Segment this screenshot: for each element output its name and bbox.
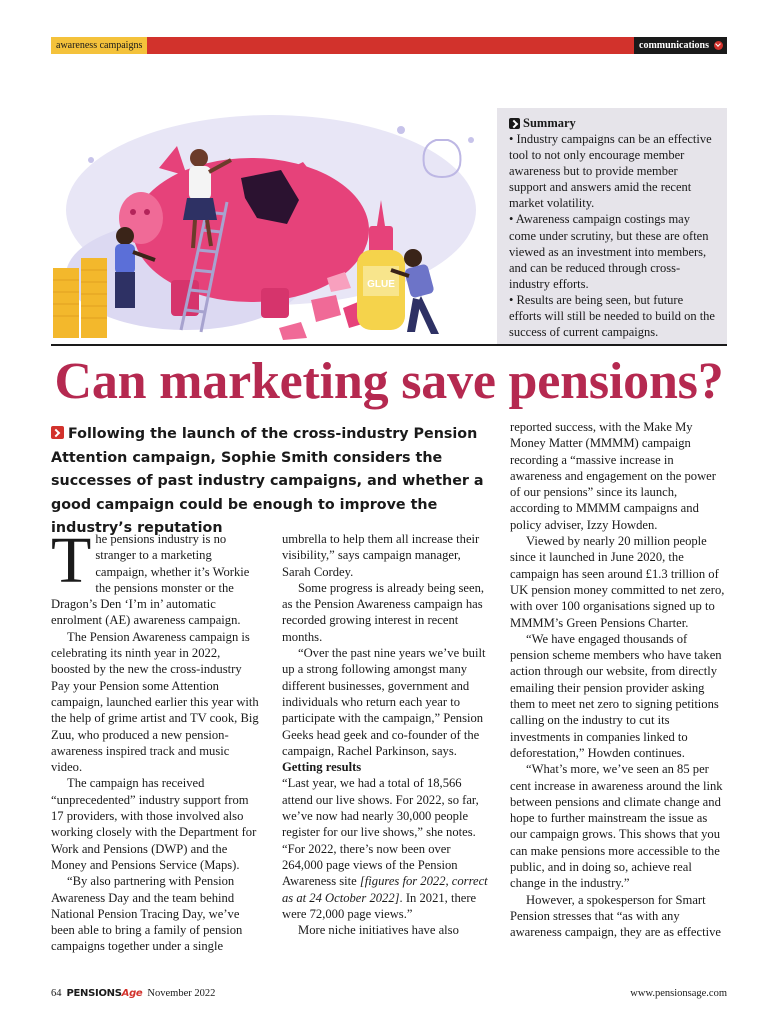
body-column-2 (282, 531, 492, 938)
article-headline: Can marketing save pensions? (54, 353, 724, 410)
arrow-right-icon (509, 118, 520, 129)
summary-box (497, 108, 727, 344)
page-footer (51, 988, 727, 1004)
standfirst-text: Following the launch of the cross-industry Pension Attention campaign, Sophie Smith considers the successes of past industry campaigns, and whether a good campaign could be enough to improve the industry’s reputation (51, 426, 484, 536)
footer-left (51, 988, 215, 999)
section-bar (51, 37, 727, 54)
paragraph: “By also partnering with Pension Awareness Day and the team behind National Pension Tracing Day, we’ve been able to bring a family of pension campaigns together under a single (51, 874, 243, 954)
paragraph: “Over the past nine years we’ve built up a strong following amongst many different businesses, government and individuals who return each year to participate with the campaign,” Pension Geeks head geek and co-founder of the campaign, Rachel Parkinson, says. (282, 646, 486, 758)
piggy-bank-illustration (51, 100, 507, 344)
paragraph: The pensions industry is no stranger to a marketing campaign, whether it’s Workie the pensions monster or the Dragon’s Den ‘I’m in’ automatic enrolment (AE) awareness campaign. (51, 524, 250, 628)
subheading: Getting results (282, 760, 362, 775)
body-column-1 (51, 524, 259, 955)
paragraph: umbrella to help them all increase their visibility,” says campaign manager, Sarah Cordey. (282, 532, 480, 579)
paragraph: Some progress is already being seen, as the Pension Awareness campaign has recorded growing interest in recent months. (282, 580, 485, 644)
paragraph: However, a spokesperson for Smart Pension stresses that “as with any awareness campaign, they are as effective (510, 892, 721, 940)
glue-label: GLUE (367, 279, 395, 290)
section-tag: awareness campaigns (51, 37, 147, 54)
paragraph: Viewed by nearly 20 million people since it launched in June 2020, the campaign has seen around £1.3 trillion of UK pension money committed to net zero, with over 100 organisations signed up to MMMM’s Green Pensions Charter. (510, 534, 725, 630)
paragraph: reported success, with the Make My Money Matter (MMMM) campaign recording a “massive increase in awareness and engagement on the power of our pensions” since its launch, according to MMMM campaigns and policy adviser, Izzy Howden. (510, 420, 716, 532)
paragraph: More niche initiatives have also (298, 923, 459, 938)
summary-title: Summary (523, 116, 576, 130)
divider (51, 344, 727, 346)
issue-date: November 2022 (147, 988, 216, 999)
standfirst (51, 423, 494, 541)
paragraph: “Last year, we had a total of 18,566 attend our live shows. For 2022, so far, we’ve now had nearly 30,000 people register for our live shows,” she notes. “For 2022, there’s now been over 264,000 page views of the Pension Awareness site [figures for 2022, correct as at 24 October 2022]. In 2021, there were 72,000 page views.” (282, 776, 488, 921)
summary-point: • Results are being seen, but future efforts will still be needed to build on the success of current campaigns. (509, 292, 715, 340)
summary-point: • Awareness campaign costings may come under scrutiny, but these are often viewed as an investment into members, and can be reduced through cross-industry efforts. (509, 212, 709, 291)
body-column-3 (510, 419, 727, 941)
paragraph: “What’s more, we’ve seen an 85 per cent increase in awareness around the link between pensions and climate change and hope to further mainstream the issue as our campaign grows. This shows that you can make pensions more accessible to the public, and in doing so, achieve real change in the industry.” (510, 762, 723, 891)
summary-point: • Industry campaigns can be an effective tool to not only encourage member awareness but to provide member support and answers amid the recent market volatility. (509, 132, 712, 211)
arrow-right-icon (51, 426, 64, 439)
chevron-down-icon (714, 41, 723, 50)
category-tag (634, 37, 727, 54)
paragraph: “We have engaged thousands of pension scheme members who have taken action through our website, from directly emailing their pension provider asking them to meet net zero to signing petitions calling on the industry to cut its investments in companies linked to deforestation,” Howden continues. (510, 631, 722, 760)
paragraph: The Pension Awareness campaign is celebrating its ninth year in 2022, boosted by the new the cross-industry Pay your Pension some Attention campaign, launched earlier this year with the help of grime artist and TV cook, Big Zuu, who produced a new pension-awareness inspired track and music video. (51, 629, 259, 775)
category-label: communications (639, 40, 709, 51)
summary-heading (509, 116, 717, 131)
website-url: www.pensionsage.com (630, 988, 727, 999)
publication-logo: PENSIONSAge (66, 988, 143, 999)
page-number: 64 (51, 988, 62, 999)
drop-cap: T (51, 524, 92, 597)
paragraph: The campaign has received “unprecedented” industry support from 17 providers, with those involved also working closely with the Department for Work and Pensions (DWP) and the Money and Pensions Service (Maps). (51, 776, 257, 872)
